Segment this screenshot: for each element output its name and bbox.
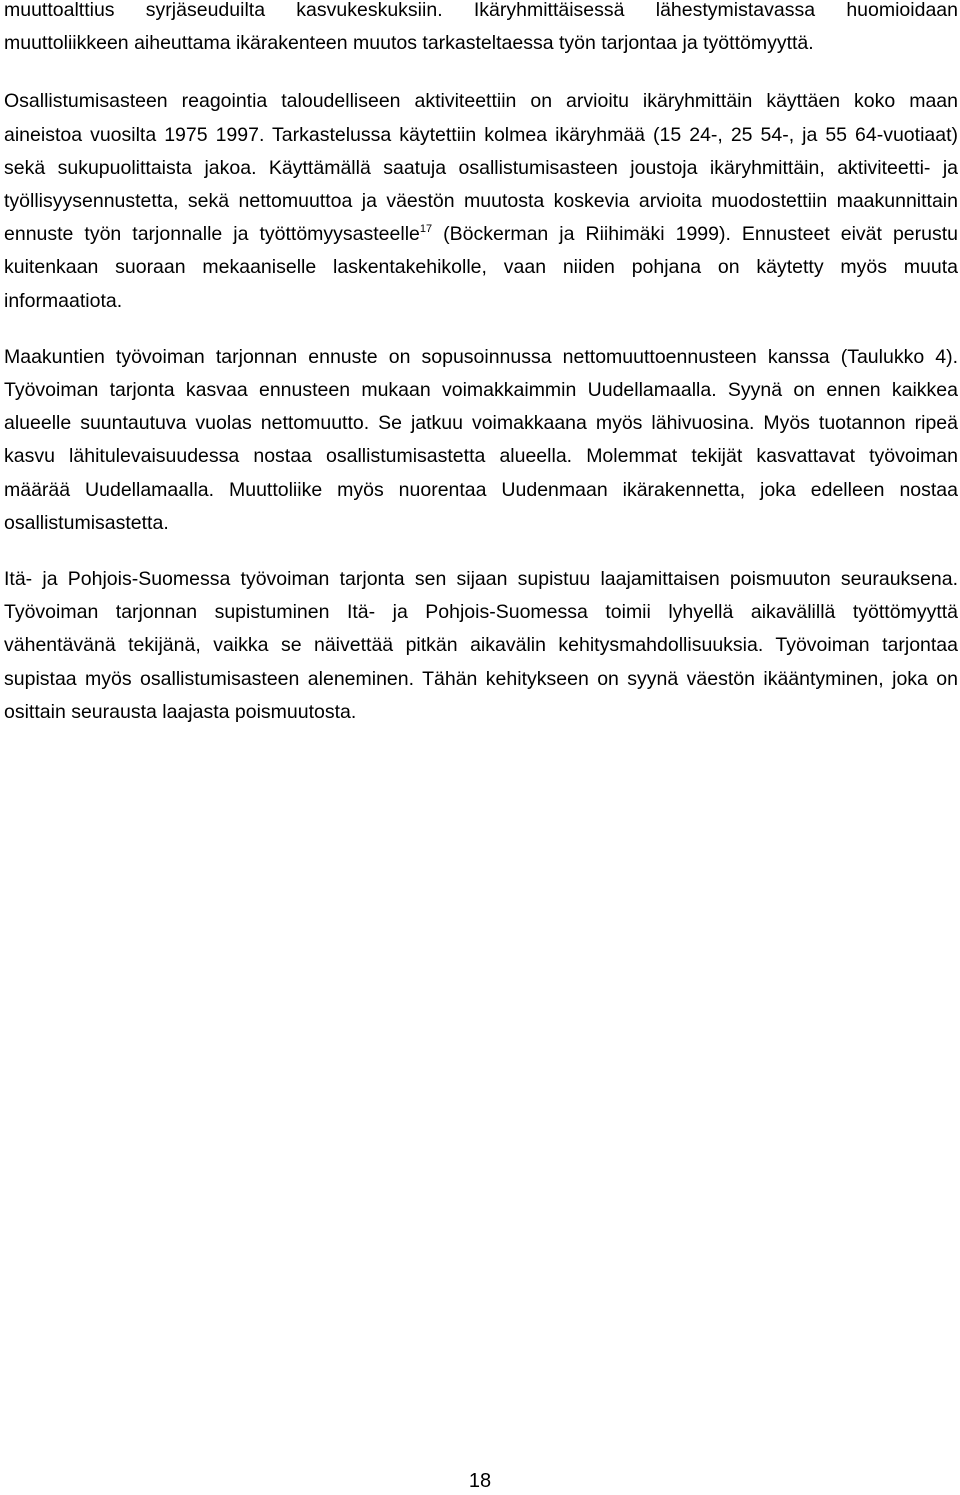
paragraph-1: muuttoalttius syrjäseuduilta kasvukeskuksiin. Ikäryhmittäisessä lähestymistavassa huomioidaan muuttoliikkeen aiheuttama ikärakenteen muutos tarkasteltaessa työn tarjontaa ja työttömyyttä. bbox=[4, 0, 958, 55]
footnote-reference[interactable]: 17 bbox=[419, 223, 433, 236]
paragraph-spacer bbox=[4, 540, 958, 563]
paragraph-4: Itä- ja Pohjois-Suomessa työvoiman tarjonta sen sijaan supistuu laajamittaisen poismuuton seurauksena. Työvoiman tarjonnan supistuminen Itä- ja Pohjois-Suomessa toimii lyhyellä aikavälillä työttömyyttä vähentävänä tekijänä, vaikka se näivettää pitkän aikavälin kehitysmahdollisuuksia. Työvoiman tarjontaa supistaa myös osallistumisasteen aleneminen. Tähän kehitykseen on syynä väestön ikääntyminen, joka on osittain seurausta laajasta poismuutosta. bbox=[4, 568, 958, 723]
paragraph-2-text-cont: (Böckerman ja Riihimäki 1999). Ennusteet eivät perustu kuitenkaan suoraan mekaaniselle laskentakehikolle, vaan niiden pohjana on käytetty myös muuta informaatiota. bbox=[4, 223, 958, 312]
paragraph-spacer bbox=[4, 60, 958, 85]
document-body bbox=[4, 0, 958, 729]
paragraph-2 bbox=[4, 85, 958, 317]
page-number: 18 bbox=[468, 1470, 492, 1492]
paragraph-spacer bbox=[4, 318, 958, 341]
paragraph-3: Maakuntien työvoiman tarjonnan ennuste on sopusoinnussa nettomuuttoennusteen kanssa (Taulukko 4). Työvoiman tarjonta kasvaa ennusteen mukaan voimakkaimmin Uudellamaalla. Syynä on ennen kaikkea alueelle suuntautuva vuolas nettomuutto. Se jatkuu voimakkaana myös lähivuosina. Myös tuotannon ripeä kasvu lähitulevaisuudessa nostaa osallistumisastetta alueella. Molemmat tekijät kasvattavat työvoiman määrää Uudellamaalla. Muuttoliike myös nuorentaa Uudenmaan ikärakennetta, joka edelleen nostaa osallistumisastetta. bbox=[4, 345, 958, 534]
paragraph-2-text: Osallistumisasteen reagointia taloudelliseen aktiviteettiin on arvioitu ikäryhmittäin käyttäen koko maan aineistoa vuosilta 1975 1997. Tarkastelussa käytettiin kolmea ikäryhmää (15 24-, 25 54-, ja 55 64-vuotiaat) sekä sukupuolittaista jakoa. Käyttämällä saatuja osallistumisasteen joustoja ikäryhmittäin, aktiviteetti- ja työllisyysennustetta, sekä nettomuuttoa ja väestön muutosta koskevia arvioita muodostettiin maakunnittain ennuste työn tarjonnalle ja työttömyysasteelle bbox=[4, 90, 958, 246]
